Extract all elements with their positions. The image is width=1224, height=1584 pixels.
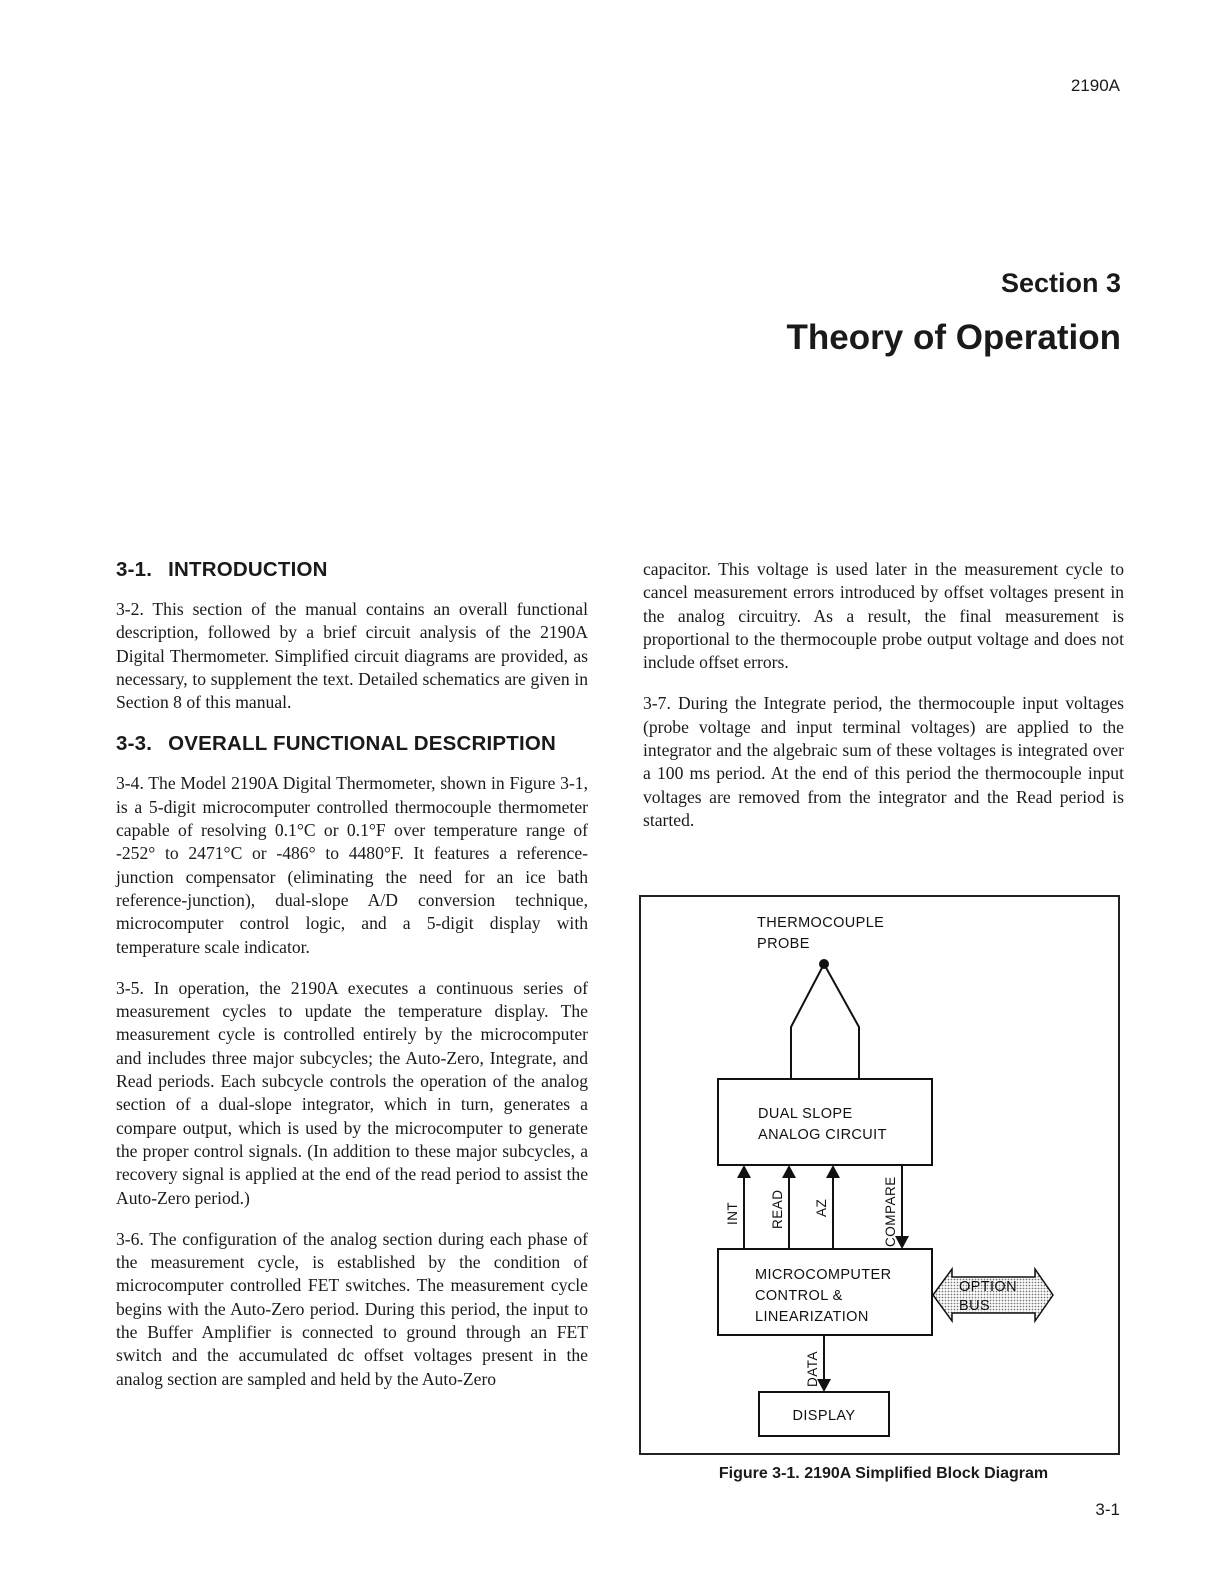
model-number: 2190A [1070,76,1120,95]
probe-label: THERMOCOUPLE [757,915,885,931]
figure-caption: Figure 3-1. 2190A Simplified Block Diagram [718,1465,1049,1482]
compare-signal-label: COMPARE [883,1176,898,1247]
read-arrow-icon [782,1165,796,1178]
microcomputer-label: LINEARIZATION [755,1309,869,1325]
heading-number: 3-3. [116,732,153,756]
display-label: DISPLAY [792,1408,856,1424]
heading-introduction [116,558,588,582]
analog-circuit-label: DUAL SLOPE [758,1106,853,1122]
left-column [116,558,588,1409]
option-bus-arrow-icon [933,1269,1053,1321]
probe-label: PROBE [757,936,810,952]
option-bus-label: BUS [959,1298,991,1314]
read-signal-label: READ [770,1189,785,1229]
paragraph-3-5: 3-5. In operation, the 2190A executes a continuous series of measurement cycles to update the temperature display. The measurement cycle is controlled entirely by the microcomputer and includes three major subcycles; the Auto-Zero, Integrate, and Read periods. Each subcycle controls the operation of the analog section of a dual-slope integrator, which in turn, generates a compare output, which is used by the microcomputer to generate the proper control signals. (In addition to these major subcycles, a recovery signal is applied at the end of the read period to assist the Auto-Zero period.) [116,977,588,1208]
section-label: Section 3 [1000,268,1121,298]
microcomputer-label: MICROCOMPUTER [755,1267,892,1283]
heading-text: INTRODUCTION [168,558,328,581]
thermocouple-probe-leads [791,964,859,1079]
option-bus-label: OPTION [959,1279,1017,1295]
block-diagram [641,897,1122,1457]
dual-slope-analog-circuit-block [718,1079,932,1165]
heading-overall-functional-description [116,732,588,756]
paragraph-3-7: 3-7. During the Integrate period, the thermocouple input voltages (probe voltage and input terminal voltages) are applied to the integrator and the algebraic sum of these voltages is integrated over a 100 ms period. At the end of this period the thermocouple input voltages are removed from the integrator and the Read period is started. [643,693,1124,830]
data-signal-label: DATA [805,1350,820,1387]
analog-circuit-label: ANALOG CIRCUIT [758,1127,887,1143]
block-diagram-figure [639,895,1120,1455]
page-number: 3-1 [1095,1500,1120,1519]
section-title: Theory of Operation [786,318,1121,357]
az-signal-label: AZ [814,1198,829,1217]
int-arrow-icon [737,1165,751,1178]
az-arrow-icon [826,1165,840,1178]
right-column [643,558,1124,850]
heading-number: 3-1. [116,558,153,581]
paragraph-3-6-continued: capacitor. This voltage is used later in the measurement cycle to cancel measurement errors introduced by offset voltages present in the analog circuitry. As a result, the final measurement is proportional to the thermocouple probe output voltage and does not include offset errors. [643,559,1124,673]
paragraph-3-4: 3-4. The Model 2190A Digital Thermometer, shown in Figure 3-1, is a 5-digit microcomputer controlled thermocouple thermometer capable of resolving 0.1°C or 0.1°F over temperature range of -252° to 2471°C or -486° to 4480°F. It features a reference-junction compensator (eliminating the need for an ice bath reference-junction), dual-slope A/D conversion technique, microcomputer control logic, and a 5-digit display with temperature scale indicator. [116,773,588,957]
int-signal-label: INT [725,1201,740,1225]
microcomputer-label: CONTROL & [755,1288,843,1304]
paragraph-3-6: 3-6. The configuration of the analog section during each phase of the measurement cycle, is established by the condition of microcomputer controlled FET switches. The measurement cycle begins with the Auto-Zero period. During this period, the input to the Buffer Amplifier is connected to ground through an FET switch and the accumulated dc offset voltages present in the analog section are sampled and held by the Auto-Zero [116,1228,588,1389]
paragraph-3-2: 3-2. This section of the manual contains an overall functional description, followed by a brief circuit analysis of the 2190A Digital Thermometer. Simplified circuit diagrams are provided, as necessary, to supplement the text. Detailed schematics are given in Section 8 of this manual. [116,599,588,713]
heading-text: OVERALL FUNCTIONAL DESCRIPTION [168,732,557,756]
